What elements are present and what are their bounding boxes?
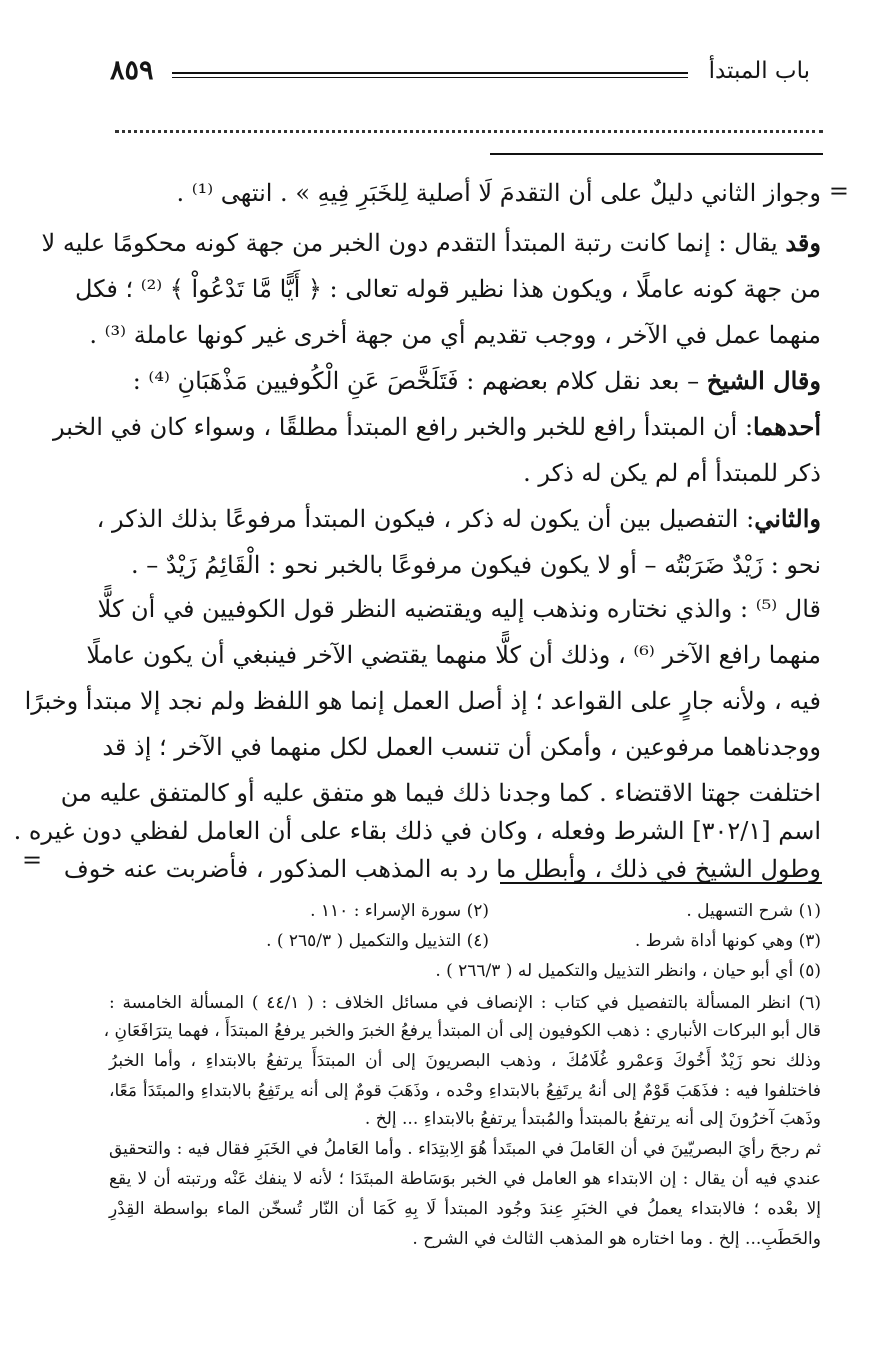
footnote-6-line-9: والحَطَبِ... إلخ . وما اختاره هو المذهب الثالث في الشرح . xyxy=(412,1229,821,1249)
footnote-2: (٢) سورة الإسراء : ١١٠ . xyxy=(310,901,489,921)
body-line-12: فيه ، ولأنه جارٍ على القواعد ؛ إذ أصل العمل إنما هو اللفظ ولم نجد إلا مبتدأ وخبرًا xyxy=(24,687,821,715)
footnote-1: (١) شرح التسهيل . xyxy=(686,901,821,921)
lead-word-second: والثاني xyxy=(754,504,821,533)
body-line-8-text: : التفصيل بين أن يكون له ذكر ، فيكون المبتدأ مرفوعًا بذلك الذكر ، xyxy=(96,505,755,533)
body-line-3: من جهة كونه عاملًا ، ويكون هذا نظير قوله تعالى : ﴿ أَيًّا مَّا تَدْعُواْ ﴾ ⁽²⁾ ؛ فكل xyxy=(74,275,821,303)
body-line-1: وجواز الثاني دليلٌ على أن التقدمَ لَا أصلية لِلخَبَرِ فِيهِ » . انتهى ⁽¹⁾ . xyxy=(176,179,821,207)
body-line-13: ووجدناهما مرفوعين ، وأمكن أن تنسب العمل لكل منهما في الآخر ؛ إذ قد xyxy=(102,733,821,761)
lead-word-qad: وقد xyxy=(785,228,821,257)
body-line-16: وطول الشيخ في ذلك ، وأبطل ما رد به المذهب المذكور ، فأضربت عنه خوف xyxy=(63,855,821,883)
body-line-6-text: : أن المبتدأ رافع للخبر والخبر رافع المبتدأ مطلقًا ، وسواء كان في الخبر xyxy=(52,413,754,441)
chapter-title: باب المبتدأ xyxy=(708,58,810,84)
footnote-6-line-6: ثم رجحَ رأيَ البصريّينَ في أن العَاملَ في المبتَدأ هُوَ الِابتِدَاء . وأما العَاملُ في الخَبَرِ فقال فيه : والتحقيق xyxy=(109,1139,821,1159)
footnote-rule xyxy=(500,882,822,884)
lead-word-shaykh: وقال الشيخ xyxy=(706,366,821,395)
footnote-6-line-4: فاختلفوا فيه : فذَهَبَ قَوْمٌ إلى أنهُ يرتَفِعُ بالابتداءِ وحْده ، وذَهَبَ قومٌ إلى أنه يرتَفِعُ بالابتداءِ والمبتَدَأ مَعًا، xyxy=(109,1081,821,1101)
dotted-divider xyxy=(115,130,823,133)
running-header xyxy=(110,55,810,92)
body-line-14: اختلفت جهتا الاقتضاء . كما وجدنا ذلك فيما هو متفق عليه أو كالمتفق عليه من xyxy=(60,779,821,807)
body-line-10: قال ⁽⁵⁾ : والذي نختاره ونذهب إليه ويقتضيه النظر قول الكوفيين في أن كلًّا xyxy=(97,595,821,623)
continuation-mark-bottom: = xyxy=(22,846,43,874)
body-line-6 xyxy=(52,404,821,450)
footnote-3: (٣) وهي كونها أداة شرط . xyxy=(634,931,821,951)
footnote-5: (٥) أي أبو حيان ، وانظر التذييل والتكميل له ( ٢٦٦/٣ ) . xyxy=(435,961,821,981)
body-line-2-text: يقال : إنما كانت رتبة المبتدأ التقدم دون الخبر من جهة كونه محكومًا عليه لا xyxy=(41,229,778,257)
body-line-8 xyxy=(96,496,821,542)
body-line-2 xyxy=(41,220,821,266)
body-line-7: ذكر للمبتدأ أم لم يكن له ذكر . xyxy=(523,459,821,487)
footnote-6-line-5: وذَهبَ آخرُونَ إلى أنه يرتفعُ بالمبتدأ والمُبتدأ يرتفعُ بالابتداءِ ... إلخ . xyxy=(364,1109,821,1129)
body-line-15: اسم [٣٠٢/١] الشرط وفعله ، وكان في ذلك بقاء على أن العامل لفظي دون غيره . xyxy=(13,817,821,845)
footnote-4: (٤) التذييل والتكميل ( ٢٦٥/٣ ) . xyxy=(266,931,489,951)
body-line-5-text: – بعد نقل كلام بعضهم : فَتَلَخَّصَ عَنِ الْكُوفيين مَذْهَبَانِ ⁽⁴⁾ : xyxy=(132,367,700,395)
lead-word-first: أحدهما xyxy=(753,412,821,441)
header-rule xyxy=(172,72,688,78)
footnote-6-line-2: قال أبو البركات الأنباري : ذهب الكوفيون إلى أن المبتدأ يرفعُ الخبرَ والخبر يرفعُ المبتدَأَ ، فهما يترَافَعَانِ ، xyxy=(103,1021,821,1041)
body-line-4: منهما عمل في الآخر ، ووجب تقديم أي من جهة أخرى غير كونها عاملة ⁽³⁾ . xyxy=(89,321,821,349)
footnote-6-line-8: إلا بعْده ؛ فالابتداء يعملُ في الخبَرِ عِندَ وجُود المبتدأ لَا بِهِ كَمَا أن النّار تُسخّن الماء بواسطة القِدْرِ xyxy=(109,1199,821,1219)
body-line-5 xyxy=(109,358,821,404)
continuation-rule xyxy=(490,153,823,155)
footnote-6-line-1: (٦) انظر المسألة بالتفصيل في كتاب : الإنصاف في مسائل الخلاف : ( ٤٤/١ ) المسألة الخامسة : xyxy=(109,993,821,1013)
footnote-6-line-3: وذلك نحو زَيْدٌ أَخُوكَ وَعمْرو غُلَامُكَ ، وذهب البصريونَ إلى أن المبتدَأَ يرتفعُ بالابتداءِ ، وأما الخبرُ xyxy=(109,1051,821,1071)
continuation-mark-top: = xyxy=(828,177,849,205)
body-line-11: منهما رافع الآخر ⁽⁶⁾ ، وذلك أن كلًّا منهما يقتضي الآخر فينبغي أن يكون عاملًا xyxy=(86,641,821,669)
page-number: ٨٥٩ xyxy=(110,55,154,86)
body-line-9: نحو : زَيْدٌ ضَرَبْتُه – أو لا يكون فيكون مرفوعًا بالخبر نحو : الْقَائِمُ زَيْدٌ – . xyxy=(130,551,821,579)
footnote-6-line-7: عندي فيه أن يقال : إن الابتداء هو العامل في الخبر بوَسَاطة المبتَدَا ؛ لأنه لا ينفك عَنْه ورتبته أن لا يقع xyxy=(109,1169,821,1189)
